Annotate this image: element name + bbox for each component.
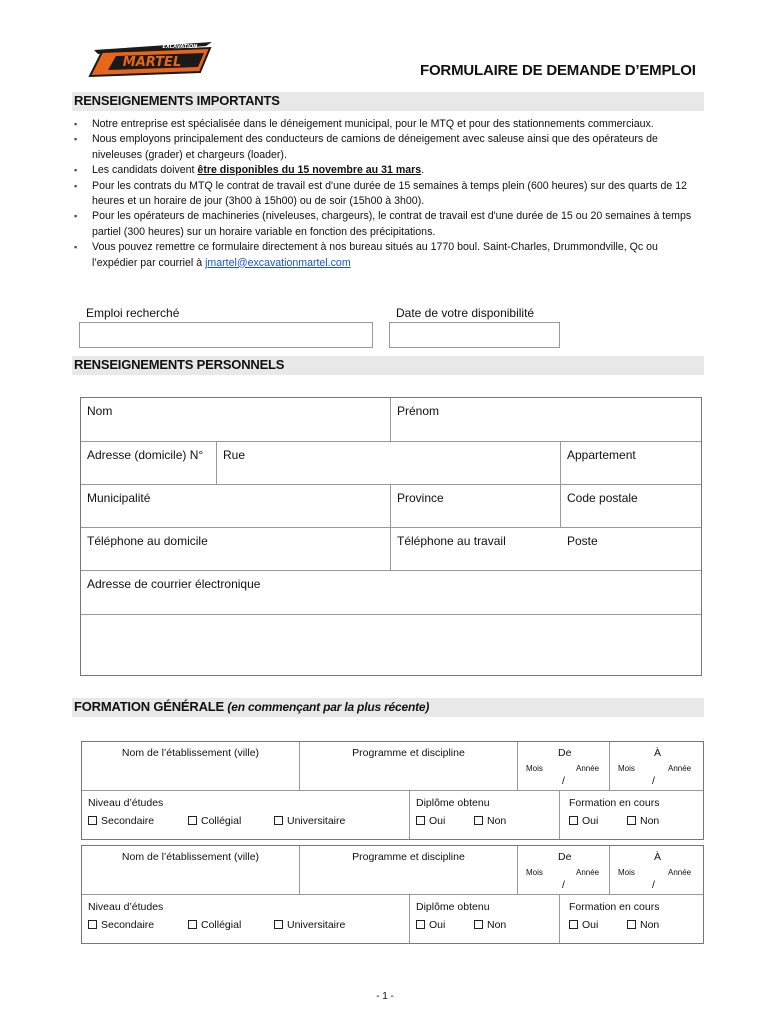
bullet-text: Pour les contrats du MTQ le contrat de travail est d'une durée de 15 semaines à temps plein (600 heures) sur des quarts de 12 heures et un horaire de jour (3h00 à 15h00) ou de soir (15h00 à 3h00). <box>92 179 688 208</box>
svg-text:MARTEL: MARTEL <box>122 55 182 70</box>
important-section-header <box>72 92 704 111</box>
extension-label: Poste <box>567 534 598 548</box>
education-entry-1 <box>81 741 704 840</box>
in-progress-no-checkbox[interactable] <box>627 815 659 827</box>
from-label: De <box>558 747 572 759</box>
diploma-yes-checkbox[interactable] <box>416 815 445 827</box>
province-field[interactable] <box>391 485 561 528</box>
municipality-label: Municipalité <box>87 491 151 505</box>
no-label: Non <box>640 919 660 931</box>
company-logo <box>88 36 218 78</box>
date-to-field[interactable] <box>610 742 703 791</box>
date-from-field[interactable] <box>518 742 610 791</box>
email-field[interactable] <box>81 571 701 615</box>
checkbox-icon <box>88 920 97 929</box>
to-label: À <box>654 851 662 863</box>
program-label: Programme et discipline <box>352 851 465 863</box>
checkbox-icon <box>88 816 97 825</box>
diploma-label: Diplôme obtenu <box>416 797 490 809</box>
bullet-text: Nous employons principalement des conducteurs de camions de déneigement avec saleuse ainsi que des opérateurs de niveleuses (grader) et chargeurs (loader). <box>92 133 658 161</box>
diploma-field <box>410 895 560 943</box>
university-label: Universitaire <box>287 815 346 827</box>
month-label: Mois <box>526 868 543 877</box>
bullet-text: Vous pouvez remettre ce formulaire directement à nos bureau situés au 1770 boul. Saint-Charles, Drummondville, Qc ou l’expédier par courriel à <box>92 241 658 269</box>
extension-field[interactable] <box>561 528 701 571</box>
address-number-field[interactable] <box>81 442 217 485</box>
bullet-text: . <box>421 164 425 177</box>
from-label: De <box>558 851 572 863</box>
street-label: Rue <box>223 448 246 462</box>
study-level-label: Niveau d’études <box>88 901 164 913</box>
date-from-field[interactable] <box>518 846 610 895</box>
yes-label: Oui <box>582 815 599 827</box>
date-separator: / <box>652 775 655 787</box>
list-item: ▪ Nous employons principalement des conducteurs de camions de déneigement avec saleuse ainsi que des opérateurs de niveleuses (grader) et chargeurs (loader). <box>74 133 658 161</box>
email-link[interactable]: jmartel@excavationmartel.com <box>205 256 351 269</box>
page-number: - 1 - <box>376 991 394 1002</box>
secondary-label: Secondaire <box>101 815 155 827</box>
postal-code-label: Code postale <box>567 491 638 505</box>
last-name-field[interactable] <box>81 398 391 442</box>
no-label: Non <box>640 815 660 827</box>
list-item: ▪ Pour les contrats du MTQ le contrat de travail est d'une durée de 15 semaines à temps plein (600 heures) sur des quarts de 12 heures et un horaire de jour (3h00 à 15h00) ou de soir (15h00 à 3h00). <box>74 179 688 208</box>
diploma-no-checkbox[interactable] <box>474 815 506 827</box>
date-separator: / <box>652 879 655 891</box>
address-number-label: Adresse (domicile) N° <box>87 448 204 462</box>
university-checkbox[interactable] <box>274 919 345 931</box>
postal-code-field[interactable] <box>561 485 701 528</box>
month-label: Mois <box>618 868 635 877</box>
year-label: Année <box>668 764 692 773</box>
college-checkbox[interactable] <box>188 919 241 931</box>
education-heading-subtitle: (en commençant par la plus récente) <box>227 700 430 714</box>
personal-section-header <box>72 356 704 375</box>
list-item: ▪ Vous pouvez remettre ce formulaire directement à nos bureau situés au 1770 boul. Saint-Charles, Drummondville, Qc ou l’expédier par courriel à jmartel@excavationmartel.com <box>74 241 658 269</box>
checkbox-icon <box>416 816 425 825</box>
in-progress-label: Formation en cours <box>569 797 660 809</box>
bullet-text: Les candidats doivent <box>92 164 198 177</box>
no-label: Non <box>487 919 507 931</box>
email-label: Adresse de courrier électronique <box>87 577 261 591</box>
college-checkbox[interactable] <box>188 815 241 827</box>
yes-label: Oui <box>429 919 446 931</box>
diploma-yes-checkbox[interactable] <box>416 919 445 931</box>
list-item: ▪ Pour les opérateurs de machineries (niveleuses, chargeurs), le contrat de travail est d'une durée de 15 ou 20 semaines à temps partiel (300 heures) sur un horaire variable en fonction des précipitations. <box>74 210 692 238</box>
study-level-label: Niveau d’études <box>88 797 164 809</box>
institution-field[interactable] <box>82 846 300 895</box>
form-title: FORMULAIRE DE DEMANDE D’EMPLOI <box>420 62 696 79</box>
list-item: ▪ Les candidats doivent être disponibles du 15 novembre au 31 mars. <box>74 164 425 177</box>
university-label: Universitaire <box>287 919 346 931</box>
municipality-field[interactable] <box>81 485 391 528</box>
institution-label: Nom de l’établissement (ville) <box>121 851 260 863</box>
yes-label: Oui <box>429 815 446 827</box>
checkbox-icon <box>274 920 283 929</box>
diploma-no-checkbox[interactable] <box>474 919 506 931</box>
year-label: Année <box>668 868 692 877</box>
apartment-label: Appartement <box>567 448 636 462</box>
in-progress-yes-checkbox[interactable] <box>569 815 598 827</box>
checkbox-icon <box>627 816 636 825</box>
svg-text:EXCAVATION: EXCAVATION <box>162 44 198 50</box>
year-label: Année <box>576 764 600 773</box>
list-item: ▪ Notre entreprise est spécialisée dans le déneigement municipal, pour le MTQ et pour des stationnements commerciaux. <box>74 118 654 130</box>
date-to-field[interactable] <box>610 846 703 895</box>
first-name-field[interactable] <box>391 398 701 442</box>
education-section-header <box>72 698 704 717</box>
in-progress-no-checkbox[interactable] <box>627 919 659 931</box>
checkbox-icon <box>569 920 578 929</box>
checkbox-icon <box>416 920 425 929</box>
checkbox-icon <box>188 920 197 929</box>
year-label: Année <box>576 868 600 877</box>
institution-field[interactable] <box>82 742 300 791</box>
home-phone-label: Téléphone au domicile <box>87 534 208 548</box>
program-field[interactable] <box>300 742 518 791</box>
in-progress-field <box>560 895 703 943</box>
diploma-field <box>410 791 560 839</box>
availability-date-input[interactable] <box>389 322 560 348</box>
work-phone-label: Téléphone au travail <box>397 534 506 548</box>
secondary-checkbox[interactable] <box>88 919 154 931</box>
apartment-field[interactable] <box>561 442 701 485</box>
personal-heading: RENSEIGNEMENTS PERSONNELS <box>74 357 285 372</box>
home-phone-field[interactable] <box>81 528 391 571</box>
email-input-area[interactable] <box>81 615 701 675</box>
study-level-field <box>82 791 410 839</box>
date-separator: / <box>562 775 565 787</box>
bullet-text: Pour les opérateurs de machineries (niveleuses, chargeurs), le contrat de travail est d'une durée de 15 ou 20 semaines à temps partiel (300 heures) sur un horaire variable en fonction des précipitations. <box>92 210 692 238</box>
college-label: Collégial <box>201 919 242 931</box>
secondary-checkbox[interactable] <box>88 815 154 827</box>
month-label: Mois <box>526 764 543 773</box>
checkbox-icon <box>474 920 483 929</box>
month-label: Mois <box>618 764 635 773</box>
study-level-field <box>82 895 410 943</box>
university-checkbox[interactable] <box>274 815 345 827</box>
secondary-label: Secondaire <box>101 919 155 931</box>
important-bullet-list <box>74 117 706 271</box>
work-phone-field[interactable] <box>391 528 561 571</box>
program-field[interactable] <box>300 846 518 895</box>
availability-dates: être disponibles du 15 novembre au 31 mars <box>197 164 422 177</box>
street-field[interactable] <box>217 442 561 485</box>
diploma-label: Diplôme obtenu <box>416 901 490 913</box>
checkbox-icon <box>569 816 578 825</box>
college-label: Collégial <box>201 815 242 827</box>
yes-label: Oui <box>582 919 599 931</box>
bullet-text: Notre entreprise est spécialisée dans le déneigement municipal, pour le MTQ et pour des stationnements commerciaux. <box>92 118 654 130</box>
to-label: À <box>654 747 662 759</box>
first-name-label: Prénom <box>397 404 440 418</box>
last-name-label: Nom <box>87 404 113 418</box>
important-heading: RENSEIGNEMENTS IMPORTANTS <box>74 93 280 108</box>
province-label: Province <box>397 491 444 505</box>
checkbox-icon <box>627 920 636 929</box>
personal-info-table <box>80 397 702 676</box>
job-sought-input[interactable] <box>79 322 373 348</box>
checkbox-icon <box>474 816 483 825</box>
in-progress-label: Formation en cours <box>569 901 660 913</box>
program-label: Programme et discipline <box>352 747 465 759</box>
in-progress-yes-checkbox[interactable] <box>569 919 598 931</box>
education-heading-text: FORMATION GÉNÉRALE <box>74 699 224 714</box>
education-heading <box>74 699 429 714</box>
in-progress-field <box>560 791 703 839</box>
checkbox-icon <box>188 816 197 825</box>
job-sought-label: Emploi recherché <box>86 306 180 320</box>
education-entry-2 <box>81 845 704 944</box>
institution-label: Nom de l’établissement (ville) <box>121 747 260 759</box>
no-label: Non <box>487 815 507 827</box>
date-separator: / <box>562 879 565 891</box>
checkbox-icon <box>274 816 283 825</box>
availability-date-label: Date de votre disponibilité <box>396 306 535 320</box>
